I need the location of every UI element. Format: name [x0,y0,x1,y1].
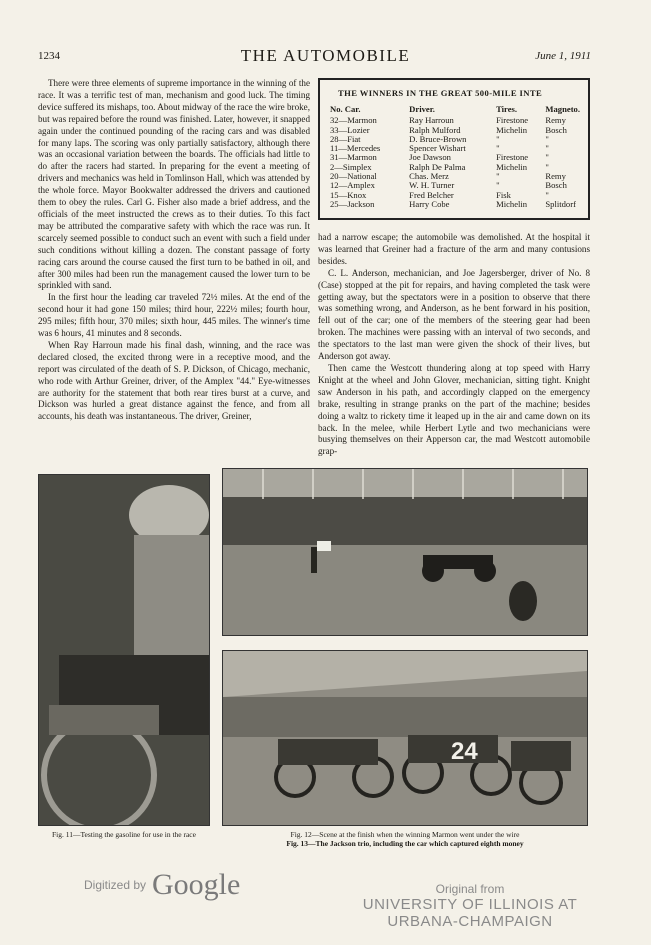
column-header-tires: Tires. [496,104,518,114]
cell-driver: Ray Harroun [409,115,454,126]
cell-magneto: " [545,133,549,144]
cell-tires: Michelin [496,161,528,172]
cell-car: 31—Marmon [330,152,377,163]
cell-driver: Fred Belcher [409,189,454,200]
cell-car: 32—Marmon [330,115,377,126]
cell-car: 33—Lozier [330,124,370,135]
cell-tires: Firestone [496,152,529,163]
photo-fig-13-illustration [223,651,587,825]
institution-name-line2: URBANA-CHAMPAIGN [387,913,553,930]
cell-driver: D. Bruce-Brown [409,133,467,144]
magazine-title: THE AUTOMOBILE [240,46,411,65]
cell-tires: " [496,143,500,154]
right-text-column [318,232,590,458]
paragraph: had a narrow escape; the automobile was demolished. At the hospital it was learned that Greiner had a fracture of the arm and many contusions besides. [318,232,590,266]
cell-driver: Harry Cobe [409,198,450,209]
car-number-label: 24 [451,738,478,765]
cell-magneto: " [545,143,549,154]
cell-tires: Firestone [496,115,529,126]
cell-magneto: " [545,152,549,163]
page-number: 1234 [38,50,60,62]
column-header-car: No. Car. [330,104,361,114]
photo-fig-12 [222,468,588,636]
cell-driver: Ralph Mulford [409,124,461,135]
cell-driver: W. H. Turner [409,180,455,191]
cell-driver: Chas. Merz [409,171,449,182]
cell-magneto: Remy [545,115,566,126]
photo-fig-12-illustration [223,469,587,635]
cell-car: 11—Mercedes [330,143,381,154]
cell-tires: Fisk [496,189,511,200]
cell-magneto: " [545,161,549,172]
original-from-label: Original from [435,882,505,896]
column-header-magneto: Magneto. [545,104,580,114]
caption-fig-12: Fig. 12—Scene at the finish when the winning Marmon went under the wire [290,830,520,839]
paragraph: In the first hour the leading car traveled 72½ miles. At the end of the second hour it had gone 150 miles; third hour, 222½ miles; fourth hour, 295 miles; fifth hour, 370 miles; sixth hour, 445 miles. The winner's time was 6 hours, 41 minutes and 8 seconds. [38,292,310,339]
issue-date: June 1, 1911 [535,50,591,62]
winners-table-title: THE WINNERS IN THE GREAT 500-MILE INTE [338,88,543,98]
cell-car: 20—National [330,171,377,182]
column-header-driver: Driver. [409,104,435,114]
caption-fig-11: Fig. 11—Testing the gasoline for use in the race [52,830,196,839]
cell-tires: " [496,180,500,191]
cell-driver: Ralph De Palma [409,161,466,172]
paragraph: C. L. Anderson, mechanician, and Joe Jagersberger, driver of No. 8 (Case) stopped at the pit for repairs, and having completed the task were getting away, but the spectators were in a position to observe that there was something wrong, and Anderson, as he bent forward in his position, fell out of the car; one of the members of the steering gear had been broken. The machines were passing with an interval of two seconds, and the spectators to the last man were given the shock of their lives, but Anderson got away. [318,267,590,362]
institution-name-line1: UNIVERSITY OF ILLINOIS AT [362,896,578,913]
left-text-column [38,78,310,423]
cell-tires: " [496,133,500,144]
photo-fig-11-illustration [39,475,209,825]
winners-table [328,105,582,209]
cell-car: 28—Fiat [330,133,361,144]
cell-car: 15—Knox [330,189,367,200]
original-from-block [350,882,590,930]
google-logo: Google [152,868,241,901]
cell-driver: Joe Dawson [409,152,451,163]
cell-magneto: Remy [545,171,566,182]
cell-driver: Spencer Wishart [409,143,466,154]
cell-tires: Michelin [496,124,528,135]
cell-magneto: Bosch [545,180,567,191]
paragraph: There were three elements of supreme importance in the winning of the race. It was a terrific test of man, mechanism and good luck. The timing device suffered its mishaps, too. About midway of the race the wire broke, but was repaired before the round was finished. Later, however, it snapped again under the continued pounding of the racing cars and was disabled for many laps. The scoring was only partially satisfactory, although there was an occasional variation between the boards. The officials had little to do after the racers had started. In preparing for the event a meeting of drivers and mechanics was held in Tomlinson Hall, which was attended by the whole force. Mayor Bookwalter addressed the drivers and cautioned them to obey the rules. Carl G. Fisher also made a brief address, and the officials of the meet instructed the crews as to their duties. To this fact may be attributed the comparative safety with which the race was run. It scarcely seemed possible to conduct such an event with such a field under such conditions without killing a dozen. The constant passage of forty racing cars around the course caused the first turn to be bathed in oil, and after 300 miles had been run the management caused the lower turn to be sprinkled with sand. [38,78,310,291]
cell-magneto: Bosch [545,124,567,135]
table-row [328,200,582,209]
cell-magneto: Splitdorf [545,198,576,209]
digitized-by-label: Digitized by [84,878,147,892]
cell-magneto: " [545,189,549,200]
cell-tires: Michelin [496,198,528,209]
cell-car: 25—Jackson [330,198,375,209]
cell-tires: " [496,171,500,182]
paragraph: Then came the Westcott thundering along at top speed with Harry Knight at the wheel and John Glover, mechanician, sitting tight. Knight saw Anderson in his path, and accordingly clapped on the emergency brake, resulting in strange pranks on the part of the machine; besides doing a waltz to rickety time it leaped up in the air and came down on its back. In the melee, while Herbert Lytle and two mechanicians were busying themselves on their Apperson car, the mad Westcott automobile grap- [318,362,590,457]
cell-car: 12—Amplex [330,180,375,191]
cell-car: 2—Simplex [330,161,372,172]
paragraph: When Ray Harroun made his final dash, winning, and the race was declared closed, the excited throng were in a receptive mood, and the report was circulated of the death of S. P. Dickson, of Chicago, mechanic, who rode with Arthur Greiner, driver, of the Amplex "44." Eye-witnesses are authority for the statement that both rear tires burst at a curve, and Dickson was hurled a great distance against the fence, and from all accounts, his death was instantaneous. The driver, Greiner, [38,339,310,422]
photo-fig-11 [38,474,210,826]
caption-fig-13: Fig. 13—The Jackson trio, including the car which captured eighth money [286,839,524,848]
photo-fig-13 [222,650,588,826]
winners-table-box [318,78,590,220]
table-row [328,181,582,190]
